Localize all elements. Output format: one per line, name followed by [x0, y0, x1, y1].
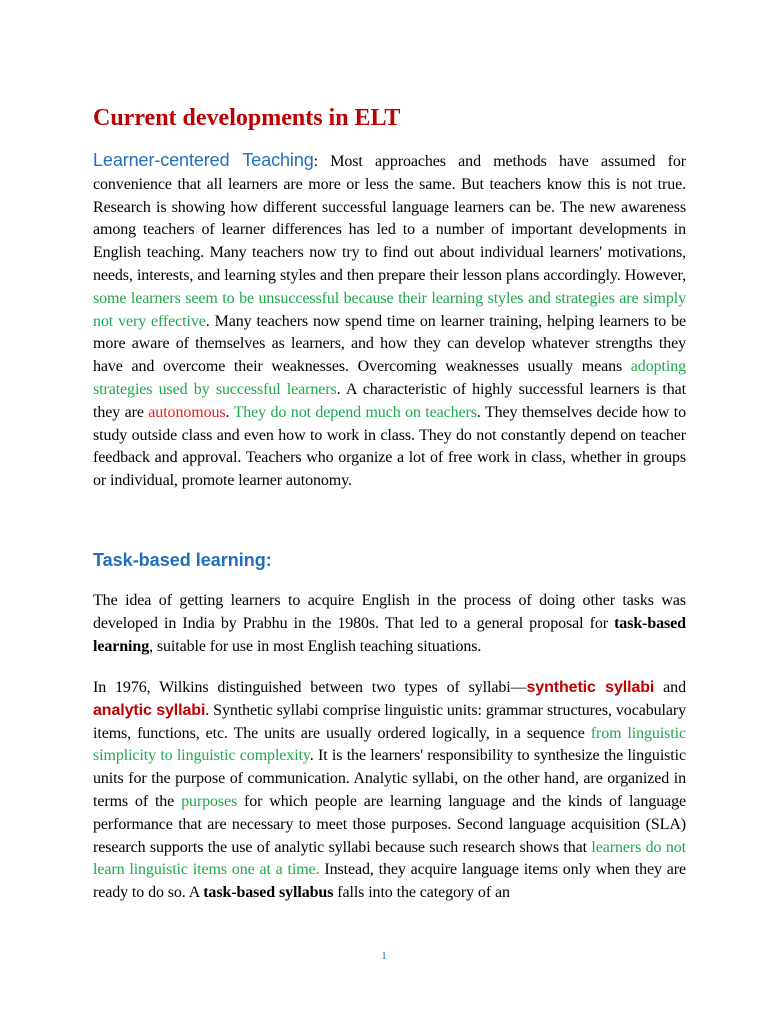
text-run: . Synthetic syllabi comprise linguistic units: grammar structures, vocabulary items, functions, etc. The units are usually ordered logically, in a sequence: [93, 701, 686, 742]
highlight-green: purposes: [181, 792, 238, 810]
document-page: [93, 0, 686, 1024]
text-run: The idea of getting learners to acquire English in the process of doing other tasks was developed in India by Prabhu in the 1980s. That led to a general proposal for: [93, 592, 686, 632]
paragraph-learner-centered: [93, 149, 686, 493]
bold-term: task-based learning: [93, 614, 686, 655]
text-run: . Many teachers now spend time on learner training, helping learners to be more aware of themselves as learners, and how they can develop whatever strengths they have and overcome their weaknesses. Overcoming weaknesses usually means: [93, 312, 686, 376]
paragraph-task-based-intro: [93, 590, 686, 658]
highlight-green: adopting strategies used by successful learners: [93, 358, 686, 398]
text-run: Instead, they acquire language items only when they are ready to do so. A: [93, 861, 686, 902]
highlight-bold-red: analytic syllabi: [93, 701, 206, 719]
highlight-red: autonomous: [148, 403, 226, 421]
page-number: 1: [381, 950, 387, 962]
text-run: , suitable for use in most English teaching situations.: [149, 637, 482, 655]
text-run: . They themselves decide how to study outside class and even how to work in class. They do not constantly depend on teacher feedback and approval. Teachers who organize a lot of free work in class, whether in groups or individual, promote learner autonomy.: [93, 403, 686, 490]
paragraph-syllabi: [93, 677, 686, 905]
highlight-green: from linguistic simplicity to linguistic complexity: [93, 724, 686, 765]
text-run: and: [654, 679, 686, 696]
highlight-green: some learners seem to be unsuccessful because their learning styles and strategies are simply not very effective: [93, 289, 686, 330]
text-run: . A characteristic of highly successful learners is that they are: [93, 380, 686, 421]
text-run: falls into the category of an: [333, 884, 510, 902]
bold-term: task-based syllabus: [203, 884, 334, 902]
text-run: for which people are learning language and the kinds of language performance that are necessary to meet those purposes. Second language acquisition (SLA) research supports the use of analytic syllabi because such research shows that: [93, 792, 686, 856]
page-title: Current developments in ELT: [93, 105, 401, 131]
section-heading-task-based: Task-based learning:: [93, 550, 272, 570]
highlight-green: They do not depend much on teachers: [233, 403, 477, 421]
highlight-green: learners do not learn linguistic items one at a time.: [93, 838, 686, 879]
highlight-bold-red: synthetic syllabi: [526, 679, 655, 696]
text-run: .: [225, 403, 234, 421]
text-run: In 1976, Wilkins distinguished between two types of syllabi—: [93, 679, 527, 696]
text-run: : Most approaches and methods have assumed for convenience that all learners are more or less the same. But teachers know this is not true. Research is showing how different successful language learners can be. The new awareness among teachers of learner differences has led to a number of important developments in English teaching. Many teachers now try to find out about individual learners' motivations, needs, interests, and learning styles and then prepare their lesson plans accordingly. However,: [93, 153, 686, 284]
text-run: . It is the learners' responsibility to synthesize the linguistic units for the purpose of communication. Analytic syllabi, on the other hand, are organized in terms of the: [93, 747, 686, 810]
inline-heading-learner-centered: Learner-centered Teaching: [93, 150, 314, 170]
